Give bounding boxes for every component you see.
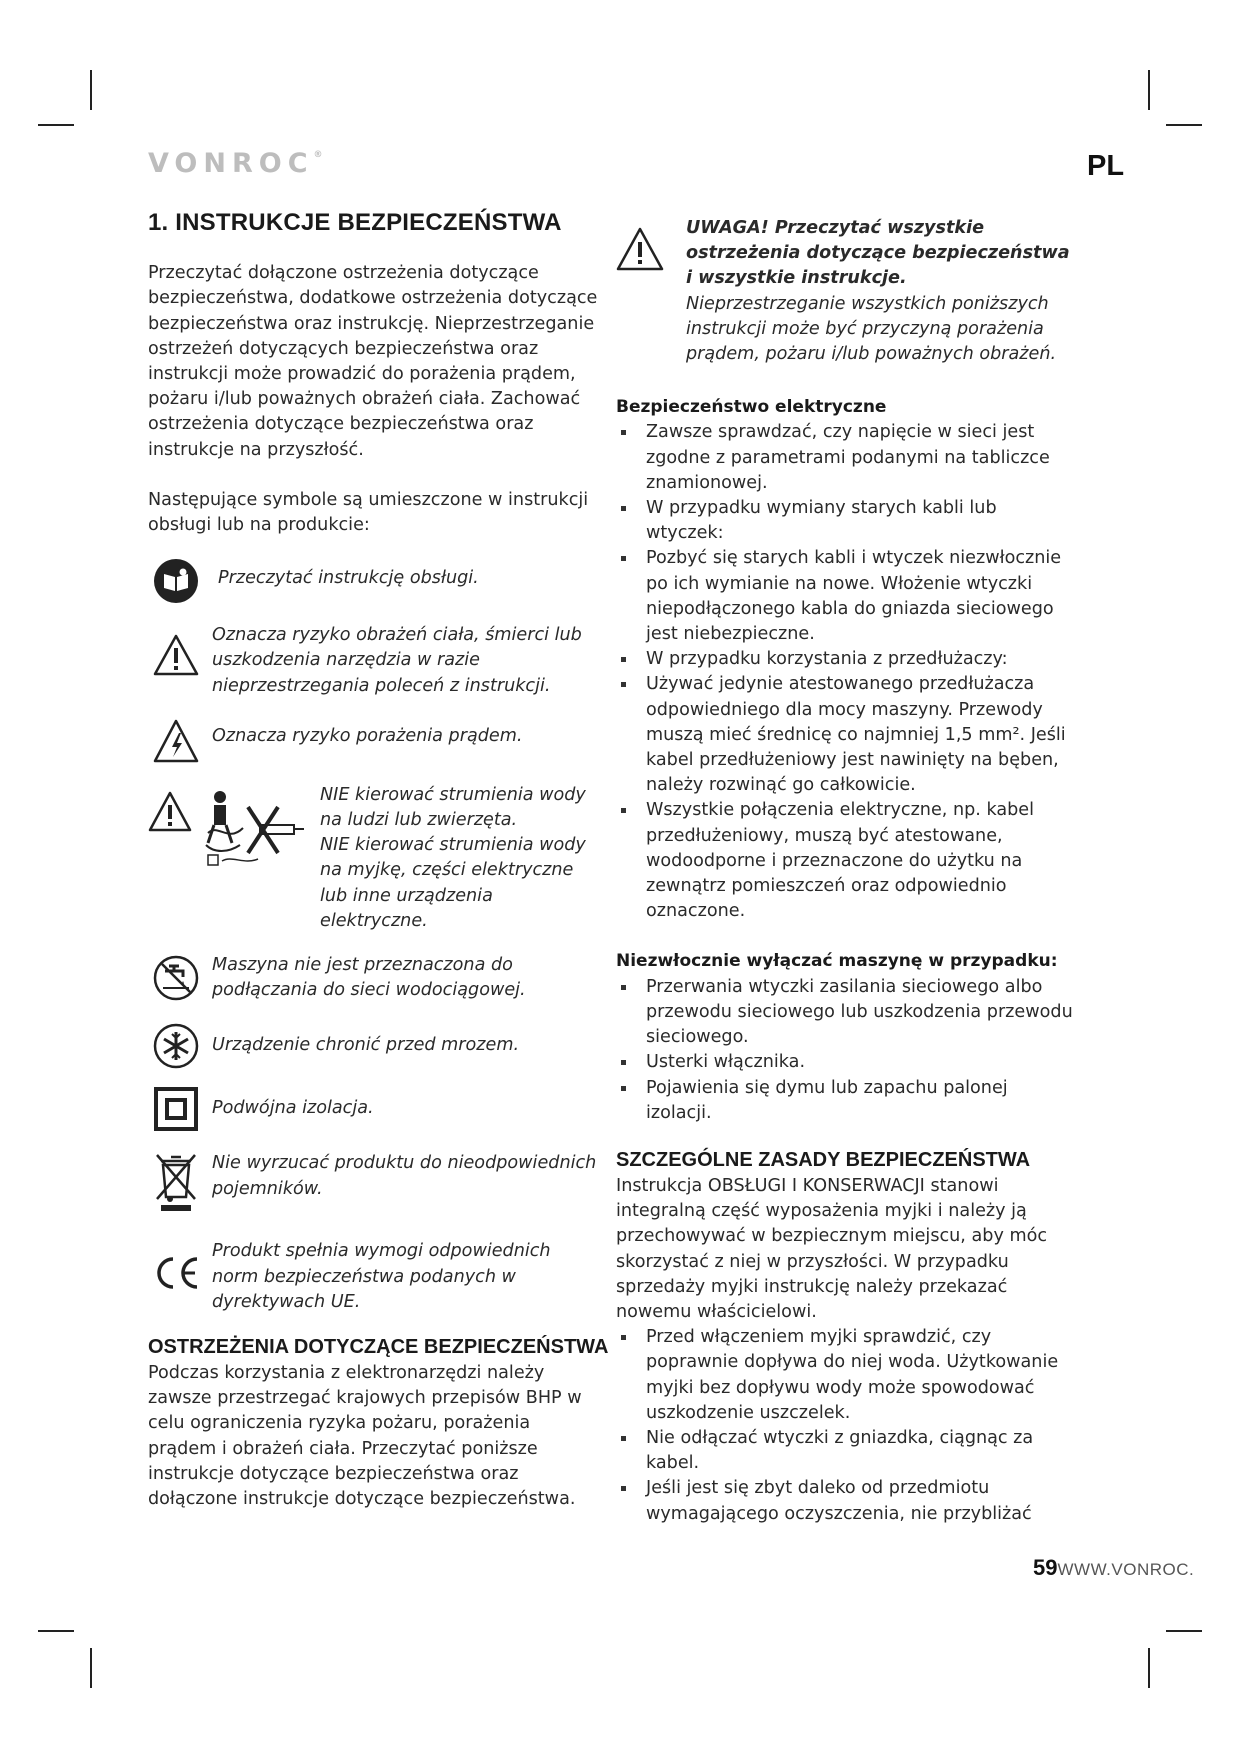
symbol-text: NIE kierować strumienia wody na ludzi lub zwierzęta. NIE kierować strumienia wody na myjkę, części elektryczne lub inne urządzenia elektryczne.	[320, 784, 586, 931]
page-number: 59	[1033, 1555, 1058, 1580]
special-paragraph: Instrukcja OBSŁUGI I KONSERWACJI stanowi integralną część wyposażenia myjki i należy ją przechowywać w bezpiecznym miejscu, aby móc skorzystać z niej w przyszłości. W przypadku sprzedaży myjki instrukcję należy przekazać nowemu właścicielowi.	[616, 1175, 1048, 1322]
attention-rest: Nieprzestrzeganie wszystkich poniższych instrukcji może być przyczyną porażenia prądem, pożaru i/lub poważnych obrażeń.	[686, 293, 1057, 365]
list-item: Przerwania wtyczki zasilania sieciowego albo przewodu sieciowego lub uszkodzenia przewodu sieciowego.	[616, 975, 1076, 1051]
list-item: Pojawienia się dymu lub zapachu palonej izolacji.	[616, 1076, 1076, 1126]
special-heading: SZCZEGÓLNE ZASADY BEZPIECZEŃSTWA	[616, 1148, 1031, 1171]
page-footer	[1033, 1555, 1194, 1581]
list-item: Zawsze sprawdzać, czy napięcie w sieci jest zgodne z parametrami podanymi na tabliczce znamionowej.	[616, 420, 1076, 496]
warning-triangle-icon	[153, 633, 199, 677]
crop-mark	[90, 1648, 92, 1688]
electrical-heading: Bezpieczeństwo elektryczne	[616, 397, 887, 418]
left-column	[148, 209, 609, 1512]
symbols-intro: Następujące symbole są umieszczone w instrukcji obsługi lub na produkcie:	[148, 489, 589, 536]
switchoff-list	[616, 975, 1076, 1126]
intro-paragraph: Przeczytać dołączone ostrzeżenia dotyczące bezpieczeństwa, dodatkowe ostrzeżenia dotyczące bezpieczeństwa oraz instrukcję. Nieprzestrzeganie ostrzeżeń dotyczących bezpieczeństwa oraz instrukcji może prowadzić do porażenia prądem, pożaru i/lub poważnych obrażeń ciała. Zachować ostrzeżenia dotyczące bezpieczeństwa oraz instrukcje na przyszłość.	[148, 263, 598, 460]
attention-block	[616, 216, 1076, 367]
special-list	[616, 1325, 1076, 1527]
list-item: Używać jedynie atestowanego przedłużacza odpowiedniego dla mocy maszyny. Przewody muszą mieć średnicę co najmniej 1,5 mm². Jeśli kabel przedłużeniowy jest nawinięty na bęben, należy rozwinąć go całkowicie.	[616, 672, 1076, 798]
symbol-text: Urządzenie chronić przed mrozem.	[212, 1035, 520, 1056]
crop-mark	[38, 124, 74, 126]
crop-mark	[1148, 1648, 1150, 1688]
crop-mark	[1166, 124, 1202, 126]
footer-url: WWW.VONROC.	[1057, 1560, 1195, 1579]
warnings-heading: OSTRZEŻENIA DOTYCZĄCE BEZPIECZEŃSTWA	[148, 1336, 609, 1359]
list-item: Wszystkie połączenia elektryczne, np. kabel przedłużeniowy, muszą być atestowane, wodoodporne i przeznaczone do użytku na zewnątrz pomieszczeń oraz odpowiednio oznaczone.	[616, 798, 1076, 924]
no-water-jet-icon	[148, 783, 308, 873]
language-code: PL	[1087, 150, 1125, 182]
symbol-row	[148, 1087, 598, 1131]
read-manual-icon	[153, 558, 199, 604]
symbol-text: Nie wyrzucać produktu do nieodpowiednich pojemników.	[212, 1153, 597, 1199]
symbol-text: Maszyna nie jest przeznaczona do podłączania do sieci wodociągowej.	[212, 955, 526, 1001]
symbol-row	[148, 623, 598, 699]
symbol-row	[148, 953, 598, 1003]
symbol-row	[148, 558, 598, 604]
weee-bin-icon	[153, 1151, 199, 1213]
symbol-text: Oznacza ryzyko porażenia prądem.	[212, 725, 523, 746]
symbol-row	[148, 1239, 598, 1315]
symbol-text: Podwójna izolacja.	[212, 1098, 374, 1119]
symbol-row	[148, 718, 598, 764]
brand-logo: VONROC®	[148, 148, 323, 179]
symbol-text: Oznacza ryzyko obrażeń ciała, śmierci lub uszkodzenia narzędzia w razie nieprzestrzegania poleceń z instrukcji.	[212, 625, 582, 696]
electrical-list	[616, 420, 1076, 924]
right-column	[616, 216, 1076, 1527]
warnings-paragraph: Podczas korzystania z elektronarzędzi należy zawsze przestrzegać krajowych przepisów BHP w celu ograniczenia ryzyka pożaru, porażenia prądem i obrażeń ciała. Przeczytać poniższe instrukcje dotyczące bezpieczeństwa oraz dołączone instrukcje dotyczące bezpieczeństwa.	[148, 1363, 582, 1510]
section-title: 1. INSTRUKCJE BEZPIECZEŃSTWA	[148, 209, 562, 236]
no-water-mains-icon	[153, 955, 199, 1001]
list-item: Pozbyć się starych kabli i wtyczek niezwłocznie po ich wymianie na nowe. Włożenie wtyczki niepodłączonego kabla do gniazda sieciowego jest niebezpieczne.	[616, 546, 1076, 647]
crop-mark	[1166, 1630, 1202, 1632]
symbol-text: Produkt spełnia wymogi odpowiednich norm bezpieczeństwa podanych w dyrektywach UE.	[212, 1241, 551, 1312]
symbol-row	[148, 783, 598, 934]
warning-triangle-icon	[616, 226, 664, 272]
symbol-row	[148, 1023, 598, 1069]
crop-mark	[90, 70, 92, 110]
crop-mark	[1148, 70, 1150, 110]
list-item: Nie odłączać wtyczki z gniazdka, ciągnąc za kabel.	[616, 1426, 1076, 1476]
list-item: Jeśli jest się zbyt daleko od przedmiotu wymagającego oczyszczenia, nie przybliżać	[616, 1476, 1076, 1526]
switchoff-heading: Niezwłocznie wyłączać maszynę w przypadku:	[616, 951, 1058, 972]
list-item: Usterki włącznika.	[616, 1050, 1076, 1075]
double-insulation-icon	[154, 1087, 198, 1131]
attention-text	[686, 216, 1071, 367]
crop-mark	[38, 1630, 74, 1632]
list-item: W przypadku wymiany starych kabli lub wtyczek:	[616, 496, 1076, 546]
ce-mark-icon	[151, 1253, 201, 1293]
attention-bold: UWAGA! Przeczytać wszystkie ostrzeżenia dotyczące bezpieczeństwa i wszystkie instrukcje.	[686, 218, 1070, 289]
list-item: Przed włączeniem myjki sprawdzić, czy poprawnie dopływa do niej woda. Użytkowanie myjki bez dopływu wody może spowodować uszkodzenie uszczelek.	[616, 1325, 1076, 1426]
symbol-row	[148, 1151, 598, 1213]
frost-protect-icon	[153, 1023, 199, 1069]
symbol-text: Przeczytać instrukcję obsługi.	[218, 568, 479, 589]
list-item: W przypadku korzystania z przedłużaczy:	[616, 647, 1076, 672]
electric-shock-icon	[153, 718, 199, 764]
